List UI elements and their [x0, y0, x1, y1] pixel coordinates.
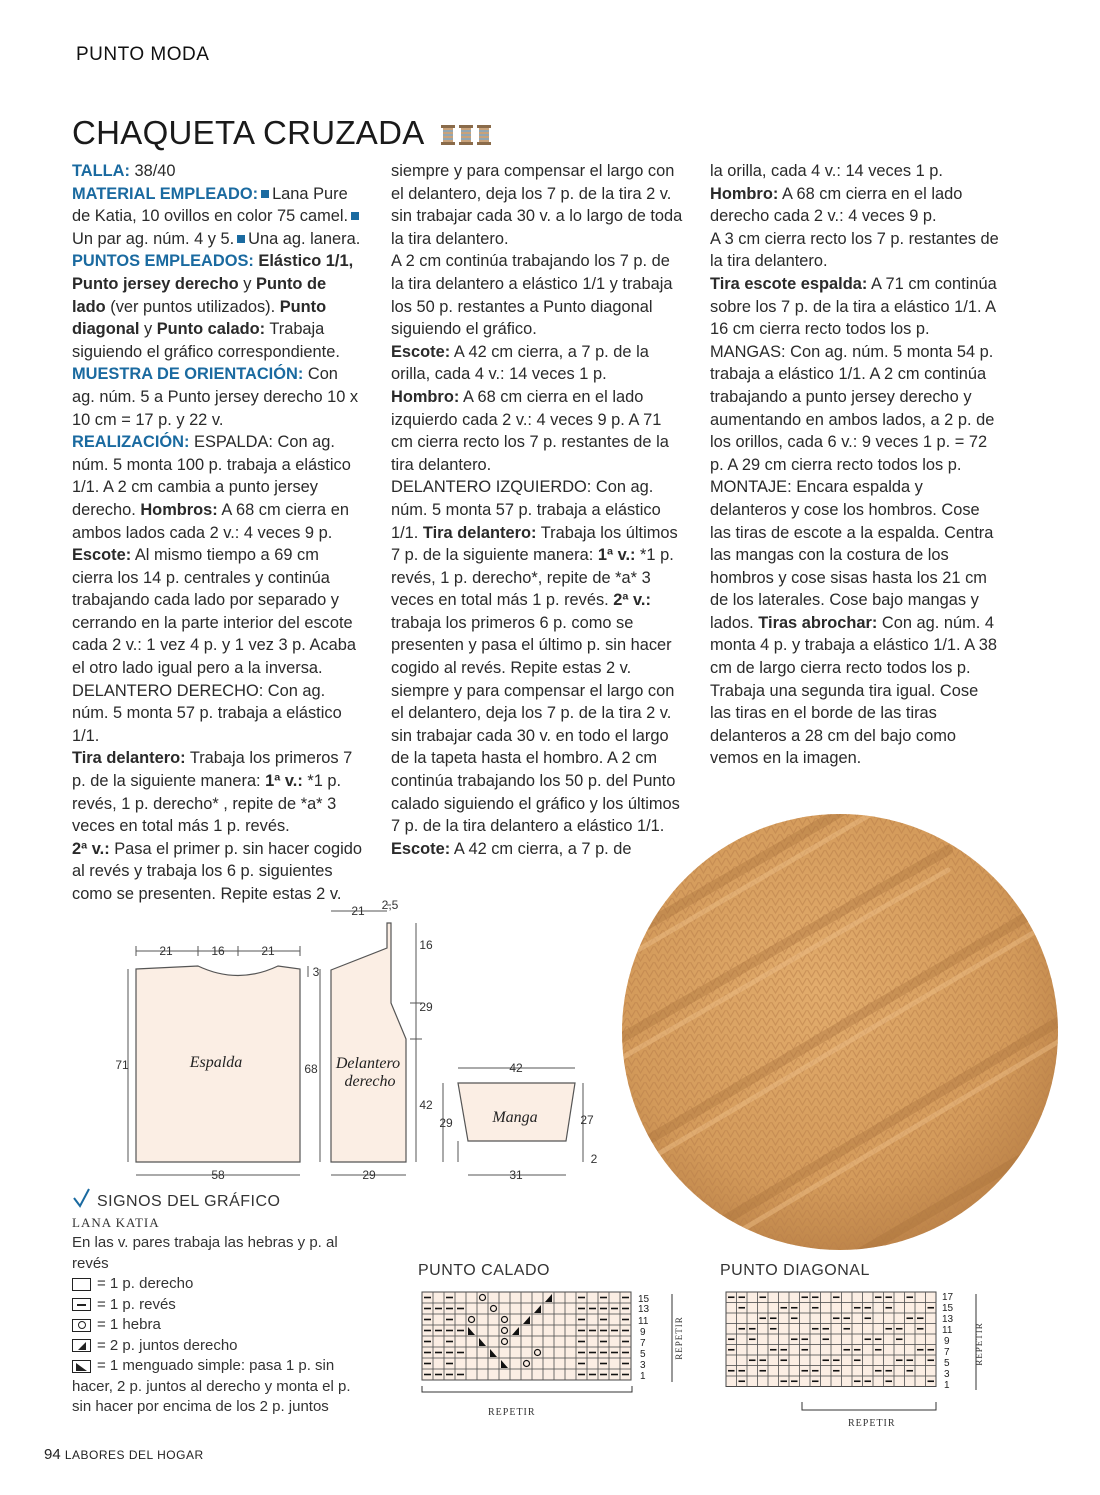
escote-label: Escote:	[391, 342, 451, 361]
measurement: 29	[362, 1168, 376, 1182]
dash-square-icon	[72, 1298, 91, 1311]
paragraph: A 2 cm continúa trabajando los 7 p. de la tira delantero a elástico 1/1 y trabaja los 50 p. restantes a Punto diagonal siguiendo el gráfico.	[391, 252, 673, 339]
measurement: 29	[419, 1000, 433, 1014]
legend-heading-row	[72, 1188, 372, 1213]
tira-escote-label: Tira escote espalda:	[710, 274, 868, 293]
measurement: 31	[509, 1168, 523, 1182]
magazine-name: LABORES DEL HOGAR	[64, 1448, 204, 1462]
escote-label: Escote:	[391, 839, 451, 858]
escote-text: Al mismo tiempo a 69 cm cierra los 14 p. centrales y continúa trabajando cada lado por separado y cerrando en la parte interior del escote cada 2 v.: 1 vez 4 p. y 1 vez 3 p. Acaba el otro lado igual pero a la inversa.	[72, 546, 356, 678]
legend-item	[72, 1356, 372, 1418]
row-number: 9	[944, 1336, 950, 1347]
legend-item	[72, 1274, 372, 1295]
talla-label: TALLA:	[72, 162, 130, 180]
material-text: Un par ag. núm. 4 y 5.	[72, 229, 235, 248]
paragraph: A 3 cm cierra recto los 7 p. restantes de la tira delantero.	[710, 229, 999, 271]
thread-spool-icon	[458, 124, 474, 146]
tira-text: Trabaja los primeros 7 p. de la siguiente manera:	[72, 749, 353, 791]
row-1-label: 1ª v.:	[597, 546, 636, 565]
bullet-square-icon	[261, 190, 269, 198]
legend-text: = 1 menguado simple: pasa 1 p. sin hacer, 2 p. juntos al derecho y monta el p. sin hacer por encima de los 2 p. juntos	[72, 1357, 351, 1415]
tira-label: Tira delantero:	[422, 523, 537, 542]
row-numbers	[638, 1294, 650, 1382]
muestra-text: Con ag. núm. 5 a Punto jersey derecho 10 x 10 cm = 17 p. y 22 v.	[72, 365, 359, 429]
puntos-label: PUNTOS EMPLEADOS:	[72, 252, 254, 271]
chart-grid	[422, 1292, 631, 1380]
thread-spool-icon	[440, 124, 456, 146]
material-label: MATERIAL EMPLEADO:	[72, 184, 259, 203]
chart-legend	[72, 1188, 372, 1418]
manga-label: Manga	[492, 1109, 538, 1126]
chart-grid	[726, 1292, 936, 1387]
measurement: 21	[261, 944, 275, 958]
punto-calado-chart	[418, 1288, 688, 1428]
repeat-label-horizontal: REPETIR	[848, 1418, 896, 1429]
legend-text: = 2 p. juntos derecho	[97, 1336, 238, 1354]
row-number: 3	[944, 1369, 950, 1380]
delantero-label: derecho	[344, 1073, 396, 1090]
mangas-text: MANGAS: Con ag. núm. 5 monta 54 p. trabaja a elástico 1/1. A 2 cm continúa trabajando a punto jersey derecho y aumentando en ambos lados, a 2 p. de los orillos, cada 6 v.: 9 veces 1 p. = 72 p. A 29 cm cierra recto todos los p.	[710, 342, 995, 474]
circle-square-icon	[72, 1319, 91, 1332]
tira-text: Trabaja los últimos 7 p. de la siguiente manera:	[391, 523, 678, 565]
row-number: 1	[640, 1371, 646, 1382]
measurement: 71	[115, 1058, 129, 1072]
material-text: Lana Pure de Katia, 10 ovillos en color 75 camel.	[72, 184, 349, 226]
row-2-text: trabaja los primeros 6 p. como se presenten y pasa el último p. sin hacer cogido al revés. Repite estas 2 v. siempre y para compensar el largo con el delantero, deja los 7 p. de la tira 2 v. sin trabajar cada 30 v. en todo el largo de la tapeta hasta el hombro. A 2 cm continúa trabajando los 50 p. del Punto calado siguiendo el gráfico y los últimos 7 p. de la tira delantero a elástico 1/1.	[391, 613, 680, 836]
row-number: 7	[944, 1347, 950, 1358]
row-number: 15	[942, 1303, 954, 1314]
abrochar-text: Con ag. núm. 4 monta 4 p. y trabaja a elástico 1/1. A 38 cm de largo cierra recto todos los p. Trabaja una segunda tira igual. Cose las tiras en el borde de las tiras delanteros a 28 cm del bajo como vemos en la imagen.	[710, 613, 998, 768]
measurement: 29	[439, 1116, 453, 1130]
delantero-piece	[331, 923, 406, 1162]
repeat-label-vertical: REPETIR	[674, 1316, 684, 1360]
yarn-brand: LANA KATIA	[72, 1214, 160, 1230]
stitch-name: Punto de lado	[72, 274, 327, 316]
text: y	[139, 320, 157, 339]
espalda-label: Espalda	[189, 1054, 243, 1071]
row-1-text: *1 p. revés, 1 p. derecho* , repite de *a* 3 veces en total más 1 p. revés.	[72, 772, 342, 836]
row-numbers	[942, 1292, 954, 1391]
paragraph: siempre y para compensar el largo con el delantero, deja los 7 p. de la tira 2 v. sin trabajar cada 30 v. a lo largo de toda la tira delantero.	[391, 162, 683, 248]
measurement: 27	[580, 1113, 594, 1127]
measurement: 2	[590, 1152, 598, 1166]
row-number: 13	[638, 1304, 650, 1315]
row-number: 5	[640, 1349, 646, 1360]
hombro-text: A 68 cm cierra en el lado derecho cada 2 v.: 4 veces 9 p.	[710, 184, 963, 226]
text: y	[238, 274, 257, 293]
row-2-label: 2ª v.:	[613, 591, 651, 610]
paragraph: la orilla, cada 4 v.: 14 veces 1 p.	[710, 162, 943, 180]
stitch-name: Elástico 1/1, Punto jersey derecho	[72, 252, 354, 293]
page-number: 94	[44, 1446, 61, 1463]
instructions-column-1	[72, 160, 364, 906]
legend-note: En las v. pares trabaja las hebras y p. al revés	[72, 1234, 338, 1272]
row-number: 15	[638, 1294, 650, 1305]
montaje-text: MONTAJE: Encara espalda y delanteros y cose los hombros. Cose las tiras de escote a la espalda. Centra las mangas con la costura de los hombros y cose sisas hasta los 21 cm de los laterales. Cose bajo mangas y lados.	[710, 478, 994, 632]
legend-item	[72, 1295, 372, 1316]
row-2-label: 2ª v.:	[72, 839, 110, 858]
knit-swatch-photo	[618, 810, 1063, 1255]
row-2-text: Pasa el primer p. sin hacer cogido al revés y trabaja los 6 p. siguientes como se presenten. Repite estas 2 v.	[72, 839, 363, 903]
instructions-column-3	[710, 160, 1000, 770]
bullet-square-icon	[237, 235, 245, 243]
stitch-name: Punto diagonal	[72, 297, 327, 339]
instructions-column-2	[391, 160, 683, 860]
delantero-izquierdo-text: DELANTERO IZQUIERDO: Con ag. núm. 5 monta 57 p. trabaja a elástico 1/1.	[391, 478, 661, 542]
delantero-label: Delantero	[335, 1055, 401, 1072]
difficulty-rating	[438, 114, 492, 151]
measurement: 21	[351, 904, 365, 918]
delantero-derecho-text: DELANTERO DERECHO: Con ag. núm. 5 monta 57 p. trabaja a elástico 1/1.	[72, 681, 342, 745]
muestra-label: MUESTRA DE ORIENTACIÓN:	[72, 365, 304, 384]
page-title	[72, 114, 492, 152]
abrochar-label: Tiras abrochar:	[758, 613, 878, 632]
material-text: Una ag. lanera.	[248, 229, 361, 248]
measurement: 68	[304, 1062, 318, 1076]
tira-escote-text: A 71 cm continúa sobre los 7 p. de la tira a elástico 1/1. A 16 cm cierra recto todos los p.	[710, 274, 997, 339]
hombro-label: Hombro:	[391, 387, 460, 406]
thread-spool-icon	[476, 124, 492, 146]
punto-calado-title: PUNTO CALADO	[418, 1262, 550, 1279]
measurement: 2,5	[381, 898, 399, 912]
legend-item	[72, 1336, 372, 1357]
measurement: 21	[159, 944, 173, 958]
row-number: 17	[942, 1292, 954, 1303]
legend-text: = 1 hebra	[97, 1316, 161, 1333]
talla-value: 38/40	[129, 162, 176, 180]
row-1-label: 1ª v.:	[265, 772, 303, 791]
bullet-square-icon	[351, 212, 359, 220]
row-number: 5	[944, 1358, 950, 1369]
row-number: 11	[942, 1325, 953, 1336]
punto-diagonal-chart	[722, 1288, 992, 1448]
measurement: 3	[312, 965, 320, 979]
text: (ver puntos utilizados).	[105, 297, 280, 316]
realizacion-text: ESPALDA: Con ag. núm. 5 monta 100 p. trabaja a elástico 1/1. A 2 cm cambia a punto jersey derecho.	[72, 433, 351, 519]
page-footer	[44, 1446, 204, 1463]
hombros-label: Hombros:	[140, 500, 218, 519]
hombro-text: A 68 cm cierra en el lado izquierdo cada 2 v.: 4 veces 9 p. A 71 cm cierra recto los 7 p. restantes de la tira delantero.	[391, 387, 669, 474]
legend-text: = 1 p. revés	[97, 1295, 176, 1313]
section-header: PUNTO MODA	[76, 44, 210, 65]
right-triangle-square-icon	[72, 1339, 91, 1352]
text: Trabaja siguiendo el gráfico correspondiente.	[72, 320, 340, 361]
escote-text: A 42 cm cierra, a 7 p. de la orilla, cada 4 v.: 14 veces 1 p.	[391, 342, 649, 384]
realizacion-label: REALIZACIÓN:	[72, 433, 190, 452]
row-number: 9	[640, 1327, 646, 1338]
row-number: 7	[640, 1338, 646, 1349]
measurement: 16	[419, 938, 433, 952]
measurement: 58	[211, 1168, 225, 1182]
repeat-label-horizontal: REPETIR	[488, 1407, 536, 1418]
measurement: 16	[211, 944, 225, 958]
escote-text: A 42 cm cierra, a 7 p. de	[450, 839, 632, 858]
garment-schematic	[108, 893, 608, 1193]
row-number: 1	[944, 1380, 950, 1391]
stitch-name: Punto calado:	[156, 320, 266, 339]
legend-text: = 1 p. derecho	[97, 1275, 194, 1292]
blank-square-icon	[72, 1278, 91, 1291]
checkmark-icon	[72, 1188, 92, 1208]
punto-diagonal-title: PUNTO DIAGONAL	[720, 1262, 870, 1279]
row-number: 13	[942, 1314, 954, 1325]
legend-heading: SIGNOS DEL GRÁFICO	[96, 1193, 281, 1210]
hombro-label: Hombro:	[710, 184, 779, 203]
hombros-text: A 68 cm cierra en ambos lados cada 2 v.: 4 veces 9 p.	[72, 500, 349, 542]
row-number: 3	[640, 1360, 646, 1371]
measurement: 42	[419, 1098, 433, 1112]
escote-label: Escote:	[72, 546, 132, 565]
row-number: 11	[638, 1316, 649, 1327]
measurement: 42	[509, 1061, 523, 1075]
repeat-label-vertical: REPETIR	[974, 1322, 984, 1366]
legend-item	[72, 1315, 372, 1336]
title-text: CHAQUETA CRUZADA	[72, 114, 423, 151]
tira-label: Tira delantero:	[72, 749, 186, 768]
row-1-text: *1 p. revés, 1 p. derecho*, repite de *a* 3 veces en total más 1 p. revés.	[391, 546, 674, 610]
left-triangle-square-icon	[72, 1360, 91, 1373]
